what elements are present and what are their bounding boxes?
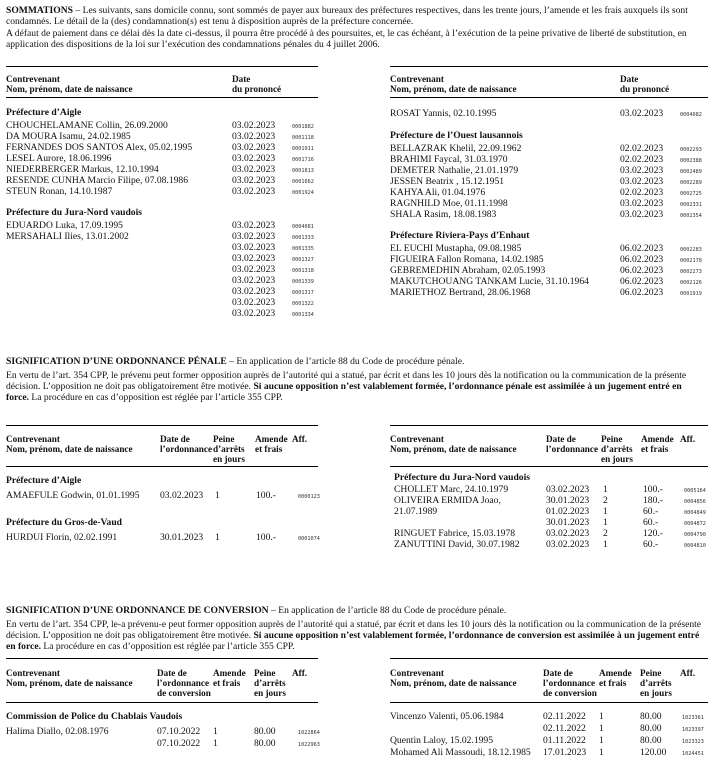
amende-value: 60.-	[643, 539, 659, 550]
date-value: 03.02.2023	[620, 209, 664, 220]
person-name: GEBREMEDHIN Abraham, 02.05.1993	[390, 265, 546, 276]
conversion-text: En vertu de l’art. 354 CPP, le-a prévenu-e peut former opposition auprès de l’autorité qui a statué, par écrit et dans les 10 jours dès la notification ou la communication de la présente décision. L’opposition ne doit pas obligatoirement être motivée.	[6, 619, 702, 641]
column-header-contrevenant: Contrevenant Nom, prénom, date de naissance	[390, 434, 517, 454]
section-heading: Commission de Police du Chablais Vaudois	[6, 711, 183, 722]
person-name: 21.07.1989	[394, 506, 438, 517]
conversion-intro: – En application de l’article 88 du Code de procédure pénale.	[268, 605, 507, 616]
date-value: 03.02.2023	[620, 198, 664, 209]
reference-code: 0002289	[680, 180, 702, 186]
amende-value: 1	[213, 738, 218, 749]
person-name: EDUARDO Luka, 17.09.1995	[6, 220, 123, 231]
date-value: 03.02.2023	[620, 165, 664, 176]
reference-code: 0002725	[680, 191, 702, 197]
person-name: FIGUEIRA Fallon Romana, 14.02.1985	[390, 254, 544, 265]
penale-heading	[6, 356, 706, 367]
sommations-text-1: – Les suivants, sans domicile connu, sont sommés de payer aux bureaux des préfectures respectives, dans les trente jours, l’amende et les frais auxquels ils sont condamnés. Le détail de la (des) condamnation(s) est tenu à disposition auprès de la préfecture concernée.	[6, 5, 688, 27]
table-rule	[390, 702, 708, 703]
column-header-date-ordonnance: Date de l’ordonnance de conversion	[543, 668, 597, 698]
column-header-contrevenant: Contrevenant Nom, prénom, date de naissance	[390, 668, 517, 688]
reference-code: 0001716	[292, 157, 314, 163]
person-name: Mohamed Ali Massoudi, 18.12.1985	[390, 747, 531, 758]
date-value: 03.02.2023	[232, 264, 276, 275]
reference-code: 0001334	[292, 312, 314, 318]
section-heading: Préfecture d’Aigle	[6, 475, 82, 486]
peine-value: 1	[603, 539, 608, 550]
date-value: 02.02.2023	[620, 143, 664, 154]
person-name: RAGNHILD Moe, 01.11.1998	[390, 198, 508, 209]
date-value: 30.01.2023	[546, 495, 590, 506]
person-name: Vincenzo Valenti, 05.06.1984	[390, 711, 504, 722]
column-header-date: Date du prononcé	[232, 74, 282, 94]
reference-code: 0002126	[680, 280, 702, 286]
date-value: 03.02.2023	[232, 242, 276, 253]
reference-code: 0001317	[292, 290, 314, 296]
table-rule	[6, 658, 318, 659]
table-rule	[6, 466, 318, 467]
reference-code: 0002354	[680, 213, 702, 219]
date-value: 02.11.2022	[543, 711, 586, 722]
date-value: 03.02.2023	[232, 231, 276, 242]
amende-value: 180.-	[643, 495, 663, 506]
amende-value: 1	[599, 711, 604, 722]
column-header-aff: Aff.	[680, 434, 696, 444]
person-name: EL EUCHI Mustapha, 09.08.1985	[390, 243, 522, 254]
peine-value: 1	[215, 490, 220, 501]
date-value: 03.02.2023	[620, 108, 664, 119]
reference-code: 1024451	[682, 751, 704, 757]
person-name: MERSAHALI Ilies, 13.01.2002	[6, 231, 129, 242]
date-value: 02.02.2023	[620, 154, 664, 165]
peine-value: 2	[603, 495, 608, 506]
person-name: Halima Diallo, 02.08.1976	[6, 726, 109, 737]
person-name: HURDUI Florin, 02.02.1991	[6, 532, 118, 543]
person-name: CHOUCHELAMANE Collin, 26.09.2000	[6, 120, 168, 131]
reference-code: 0000123	[298, 494, 320, 500]
person-name: Quentin Laloy, 15.02.1995	[390, 735, 494, 746]
person-name: RINGUET Fabrice, 15.03.1978	[394, 528, 516, 539]
date-value: 03.02.2023	[546, 528, 590, 539]
person-name: FERNANDES DOS SANTOS Alex, 05.02.1995	[6, 142, 193, 153]
reference-code: 1022864	[298, 730, 320, 736]
column-header-peine: Peine d’arrêts en jours	[254, 668, 286, 698]
reference-code: 0001924	[292, 190, 314, 196]
table-rule	[390, 425, 708, 426]
penale-text-end: La procédure en cas d’opposition est réglée par l’article 355 CPP.	[29, 392, 283, 403]
date-value: 03.02.2023	[232, 131, 276, 142]
person-name: DEMETER Nathalie, 21.01.1979	[390, 165, 519, 176]
table-rule	[390, 97, 708, 98]
reference-code: 0001074	[298, 536, 320, 542]
date-value: 07.10.2022	[157, 738, 201, 749]
date-value: 02.11.2022	[543, 723, 586, 734]
date-value: 01.02.2023	[546, 506, 590, 517]
person-name: STEUN Ronan, 14.10.1987	[6, 186, 113, 197]
peine-value: 120.00	[640, 747, 667, 758]
table-rule	[6, 66, 318, 67]
table-rule	[390, 66, 708, 67]
date-value: 06.02.2023	[620, 243, 664, 254]
column-header-contrevenant: Contrevenant Nom, prénom, date de naissance	[390, 74, 517, 94]
reference-code: 0004856	[684, 499, 706, 505]
date-value: 17.01.2023	[543, 747, 587, 758]
reference-code: 0004081	[292, 224, 314, 230]
amende-value: 100.-	[643, 484, 663, 495]
column-header-peine: Peine d’arrêts en jours	[213, 434, 245, 464]
reference-code: 0001911	[292, 146, 314, 152]
column-header-date-ordonnance: Date de l’ordonnance de conversion	[157, 668, 211, 698]
date-value: 06.02.2023	[620, 254, 664, 265]
peine-value: 1	[603, 517, 608, 528]
column-header-date-ordonnance: Date de l’ordonnance	[160, 434, 213, 454]
column-header-aff: Aff.	[680, 668, 696, 678]
amende-value: 100.-	[256, 490, 276, 501]
section-heading: Préfecture du Gros-de-Vaud	[6, 517, 123, 528]
date-value: 06.02.2023	[620, 265, 664, 276]
date-value: 03.02.2023	[232, 120, 276, 131]
penale-title: SIGNIFICATION D’UNE ORDONNANCE PÉNALE	[6, 356, 227, 367]
column-header-amende: Amende et frais	[213, 668, 246, 688]
peine-value: 2	[603, 528, 608, 539]
amende-value: 1	[599, 747, 604, 758]
person-name: JESSEN Beatrix , 15.12.1951	[390, 176, 505, 187]
date-value: 02.02.2023	[620, 187, 664, 198]
penale-text: En vertu de l’art. 354 CPP, le prévenu peut former opposition auprès de l’autorité qui a statué, par écrit et dans les 10 jours dès la notification ou la communication de la présente décision. L’opposition ne doit pas obligatoirement être motivée.	[6, 370, 687, 392]
section-heading: Préfecture Riviera-Pays d’Enhaut	[390, 230, 530, 241]
person-name: MARIETHOZ Bertrand, 28.06.1968	[390, 287, 531, 298]
person-name: BRAHIMI Faycal, 31.03.1970	[390, 154, 508, 165]
reference-code: 0004082	[680, 112, 702, 118]
person-name: ZANUTTINI David, 30.07.1982	[394, 539, 520, 550]
column-header-peine: Peine d’arrêts en jours	[640, 668, 672, 698]
peine-value: 80.00	[640, 723, 662, 734]
conversion-paragraph	[6, 619, 706, 652]
date-value: 03.02.2023	[232, 186, 276, 197]
column-header-amende: Amende et frais	[599, 668, 632, 688]
reference-code: 0001322	[292, 301, 314, 307]
reference-code: 0001318	[292, 268, 314, 274]
reference-code: 0001118	[292, 135, 314, 141]
reference-code: 0001333	[292, 235, 314, 241]
reference-code: 1023361	[682, 715, 704, 721]
amende-value: 60.-	[643, 506, 659, 517]
table-rule	[390, 466, 708, 467]
reference-code: 0001882	[292, 124, 314, 130]
section-heading: Préfecture d’Aigle	[6, 107, 82, 118]
reference-code: 0004810	[684, 543, 706, 549]
column-header-contrevenant: Contrevenant Nom, prénom, date de naissance	[6, 668, 133, 688]
section-heading: Préfecture de l’Ouest lausannois	[390, 130, 523, 141]
conversion-text-end: La procédure en cas d’opposition est réglée par l’article 355 CPP.	[40, 641, 295, 652]
person-name: OLIVEIRA ERMIDA Joao,	[394, 495, 501, 506]
penale-bold-text: Si aucune opposition n’est valablement formée, l’ordonnance pénale est assimilée à un jugement entré en force.	[6, 381, 682, 403]
person-name: CHOLLET Marc, 24.10.1979	[394, 484, 509, 495]
reference-code: 0005164	[684, 488, 706, 494]
penale-paragraph	[6, 370, 706, 403]
date-value: 01.11.2022	[543, 735, 586, 746]
peine-value: 80.00	[254, 738, 276, 749]
peine-value: 80.00	[640, 735, 662, 746]
date-value: 03.02.2023	[232, 275, 276, 286]
peine-value: 1	[603, 484, 608, 495]
reference-code: 0002273	[680, 269, 702, 275]
person-name: LESEL Aurore, 18.06.1996	[6, 153, 112, 164]
date-value: 30.01.2023	[546, 517, 590, 528]
reference-code: 0004872	[684, 521, 706, 527]
column-header-contrevenant: Contrevenant Nom, prénom, date de naissance	[6, 434, 133, 454]
person-name: RESENDE CUNHA Marcio Filipe, 07.08.1986	[6, 175, 189, 186]
table-rule	[6, 425, 318, 426]
reference-code: 0001335	[292, 246, 314, 252]
reference-code: 0002293	[680, 147, 702, 153]
reference-code: 0002283	[680, 247, 702, 253]
date-value: 03.02.2023	[546, 539, 590, 550]
peine-value: 1	[215, 532, 220, 543]
conversion-bold-text: Si aucune opposition n’est valablement formée, l’ordonnance de conversion est assimilée à un jugement entré en force.	[6, 630, 700, 652]
peine-value: 80.00	[254, 726, 276, 737]
amende-value: 100.-	[256, 532, 276, 543]
reference-code: 1023323	[682, 739, 704, 745]
column-header-contrevenant: Contrevenant Nom, prénom, date de naissance	[6, 74, 133, 94]
sommations-text-2: A défaut de paiement dans ce délai dès la date ci-dessus, il pourra être procédé à des poursuites, et, le cas échéant, à l’exécution de la peine privative de liberté de substitution, en application des dispositions de la loi sur l’exécution des condamnations pénales du 4 juillet 2006.	[6, 28, 687, 50]
date-value: 07.10.2022	[157, 726, 201, 737]
column-header-date-ordonnance: Date de l’ordonnance	[546, 434, 599, 454]
reference-code: 0002388	[680, 158, 702, 164]
conversion-title: SIGNIFICATION D’UNE ORDONNANCE DE CONVERSION	[6, 605, 269, 616]
conversion-heading	[6, 605, 706, 616]
column-header-aff: Aff.	[292, 668, 308, 678]
date-value: 03.02.2023	[620, 176, 664, 187]
date-value: 30.01.2023	[160, 532, 204, 543]
date-value: 03.02.2023	[232, 153, 276, 164]
penale-intro: – En application de l’article 88 du Code de procédure pénale.	[226, 356, 465, 367]
person-name: ROSAT Yannis, 02.10.1995	[390, 108, 497, 119]
amende-value: 60.-	[643, 517, 659, 528]
sommations-title: SOMMATIONS	[6, 5, 73, 16]
column-header-amende: Amende et frais	[641, 434, 674, 454]
reference-code: 1022963	[298, 742, 320, 748]
section-heading: Préfecture du Jura-Nord vaudois	[6, 207, 142, 218]
amende-value: 1	[213, 726, 218, 737]
table-rule	[390, 658, 708, 659]
peine-value: 1	[603, 506, 608, 517]
date-value: 06.02.2023	[620, 276, 664, 287]
amende-value: 1	[599, 723, 604, 734]
column-header-date: Date du prononcé	[620, 74, 670, 94]
reference-code: 0001919	[680, 291, 702, 297]
date-value: 03.02.2023	[232, 286, 276, 297]
date-value: 03.02.2023	[232, 164, 276, 175]
reference-code: 0004849	[684, 510, 706, 516]
section-heading: Préfecture du Jura-Nord vaudois	[394, 472, 530, 483]
person-name: AMAEFULE Godwin, 01.01.1995	[6, 490, 140, 501]
column-header-aff: Aff.	[292, 434, 308, 444]
amende-value: 120.-	[643, 528, 663, 539]
date-value: 03.02.2023	[232, 142, 276, 153]
person-name: NIEDERBERGER Markus, 12.10.1994	[6, 164, 159, 175]
date-value: 03.02.2023	[232, 297, 276, 308]
reference-code: 0001813	[292, 168, 314, 174]
reference-code: 0002489	[680, 169, 702, 175]
date-value: 03.02.2023	[546, 484, 590, 495]
sommations-paragraph-1	[6, 5, 706, 27]
date-value: 03.02.2023	[232, 220, 276, 231]
person-name: KAHYA Ali, 01.04.1976	[390, 187, 486, 198]
person-name: MAKUTCHOUANG TANKAM Lucie, 31.10.1964	[390, 276, 589, 287]
column-header-peine: Peine d’arrêts en jours	[601, 434, 633, 464]
peine-value: 80.00	[640, 711, 662, 722]
reference-code: 0001327	[292, 257, 314, 263]
reference-code: 0001339	[292, 279, 314, 285]
column-header-amende: Amende et frais	[255, 434, 288, 454]
date-value: 03.02.2023	[232, 175, 276, 186]
amende-value: 1	[599, 735, 604, 746]
reference-code: 0004790	[684, 532, 706, 538]
reference-code: 1023397	[682, 727, 704, 733]
date-value: 03.02.2023	[160, 490, 204, 501]
person-name: BELLAZRAK Khelil, 22.09.1962	[390, 143, 522, 154]
reference-code: 0002331	[680, 202, 702, 208]
date-value: 06.02.2023	[620, 287, 664, 298]
date-value: 03.02.2023	[232, 308, 276, 319]
reference-code: 0002178	[680, 258, 702, 264]
date-value: 03.02.2023	[232, 253, 276, 264]
person-name: SHALA Rasim, 18.08.1983	[390, 209, 497, 220]
table-rule	[6, 97, 318, 98]
reference-code: 0001662	[292, 179, 314, 185]
table-rule	[6, 702, 318, 703]
person-name: DA MOURA Isamu, 24.02.1985	[6, 131, 131, 142]
